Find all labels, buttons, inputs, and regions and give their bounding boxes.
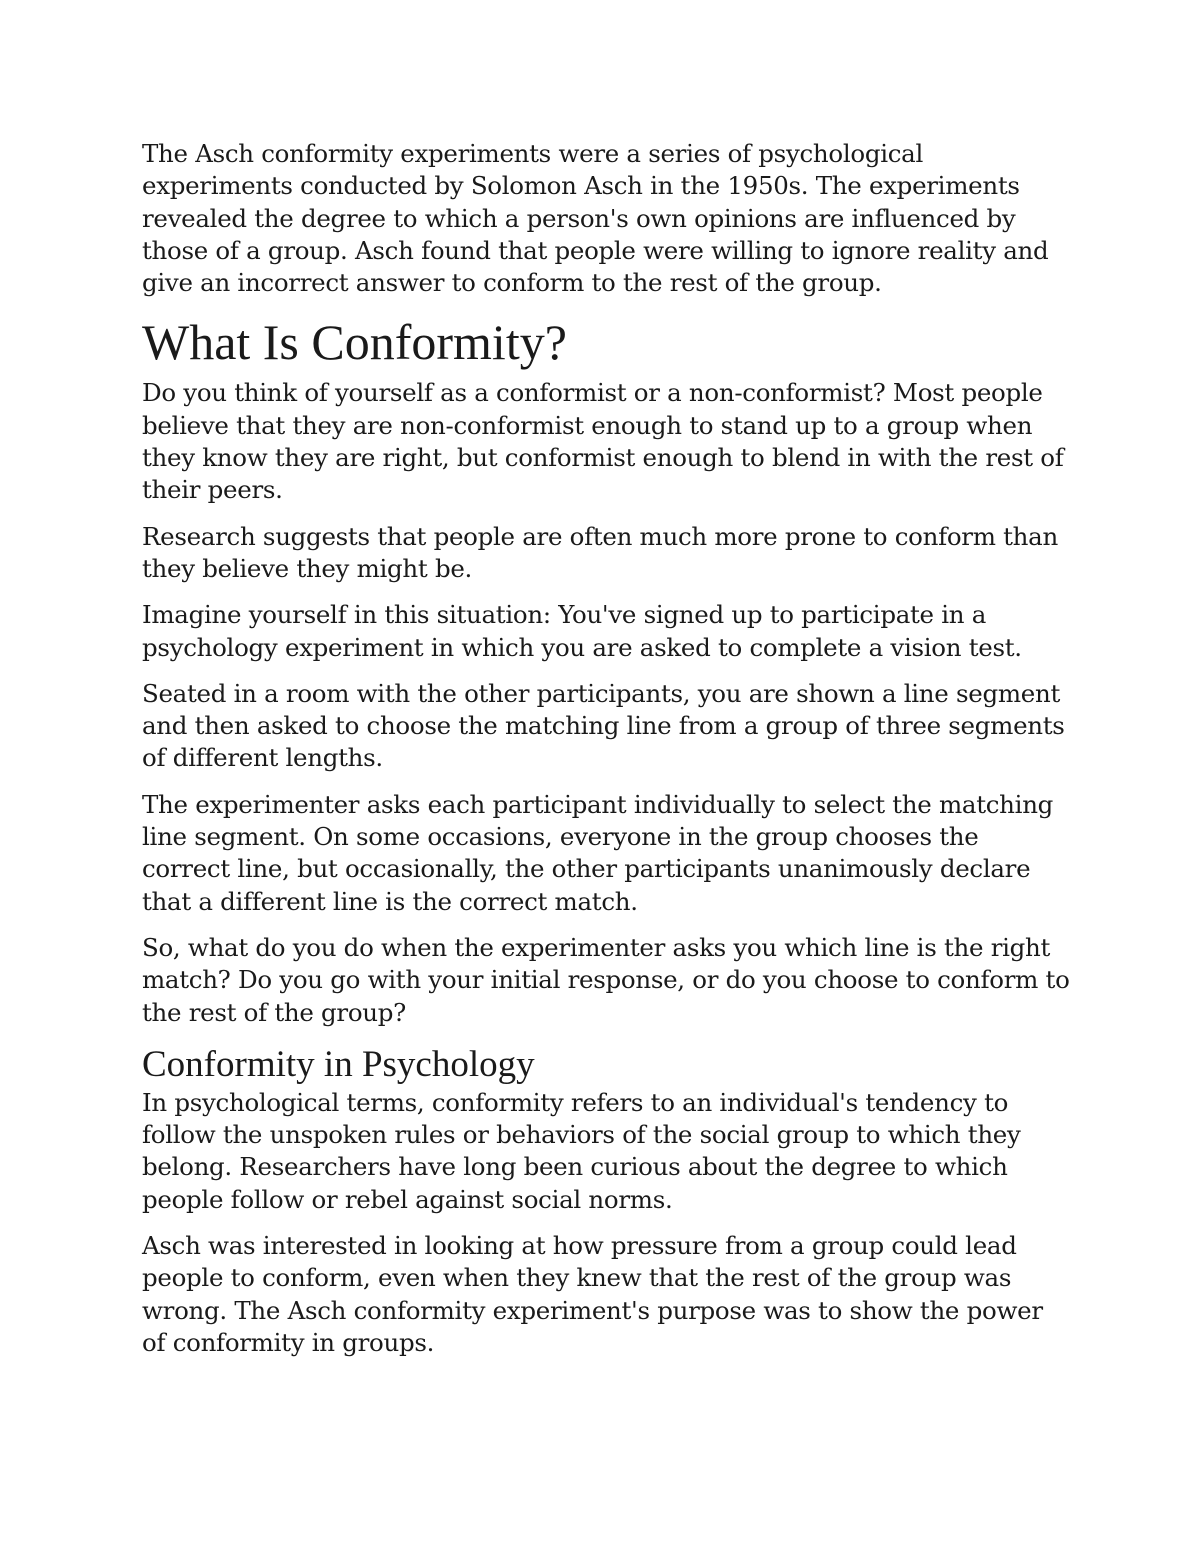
body-paragraph: Seated in a room with the other participants, you are shown a line segment and then asked to choose the matching line from a group of three segments of different lengths. bbox=[142, 678, 1065, 773]
body-paragraph: Do you think of yourself as a conformist or a non-conformist? Most people believe that they are non-conformist enough to stand up to a group when they know they are right, but conformist enough to blend in with the rest of their peers. bbox=[142, 378, 1064, 505]
section-heading-what-is-conformity: What Is Conformity? bbox=[142, 314, 567, 371]
document-page bbox=[142, 138, 1072, 1359]
body-paragraph: Asch was interested in looking at how pressure from a group could lead people to conform, even when they knew that the rest of the group was wrong. The Asch conformity experiment's purpose was to show the power of conformity in groups. bbox=[142, 1231, 1043, 1357]
body-paragraph: The experimenter asks each participant individually to select the matching line segment. On some occasions, everyone in the group chooses the correct line, but occasionally, the other participants unanimously declare that a different line is the correct match. bbox=[142, 789, 1054, 916]
body-paragraph: Research suggests that people are often much more prone to conform than they believe they might be. bbox=[142, 521, 1058, 583]
section-heading-conformity-in-psychology: Conformity in Psychology bbox=[142, 1043, 535, 1085]
intro-paragraph: The Asch conformity experiments were a series of psychological experiments conducted by Solomon Asch in the 1950s. The experiments revealed the degree to which a person's own opinions are influenced by those of a group. Asch found that people were willing to ignore reality and give an incorrect answer to conform to the rest of the group. bbox=[142, 139, 1049, 298]
body-paragraph: Imagine yourself in this situation: You've signed up to participate in a psychology experiment in which you are asked to complete a vision test. bbox=[142, 600, 1022, 662]
body-paragraph: So, what do you do when the experimenter asks you which line is the right match? Do you go with your initial response, or do you choose to conform to the rest of the group? bbox=[142, 932, 1070, 1027]
body-paragraph: In psychological terms, conformity refers to an individual's tendency to follow the unspoken rules or behaviors of the social group to which they belong. Researchers have long been curious about the degree to which people follow or rebel against social norms. bbox=[142, 1087, 1021, 1214]
